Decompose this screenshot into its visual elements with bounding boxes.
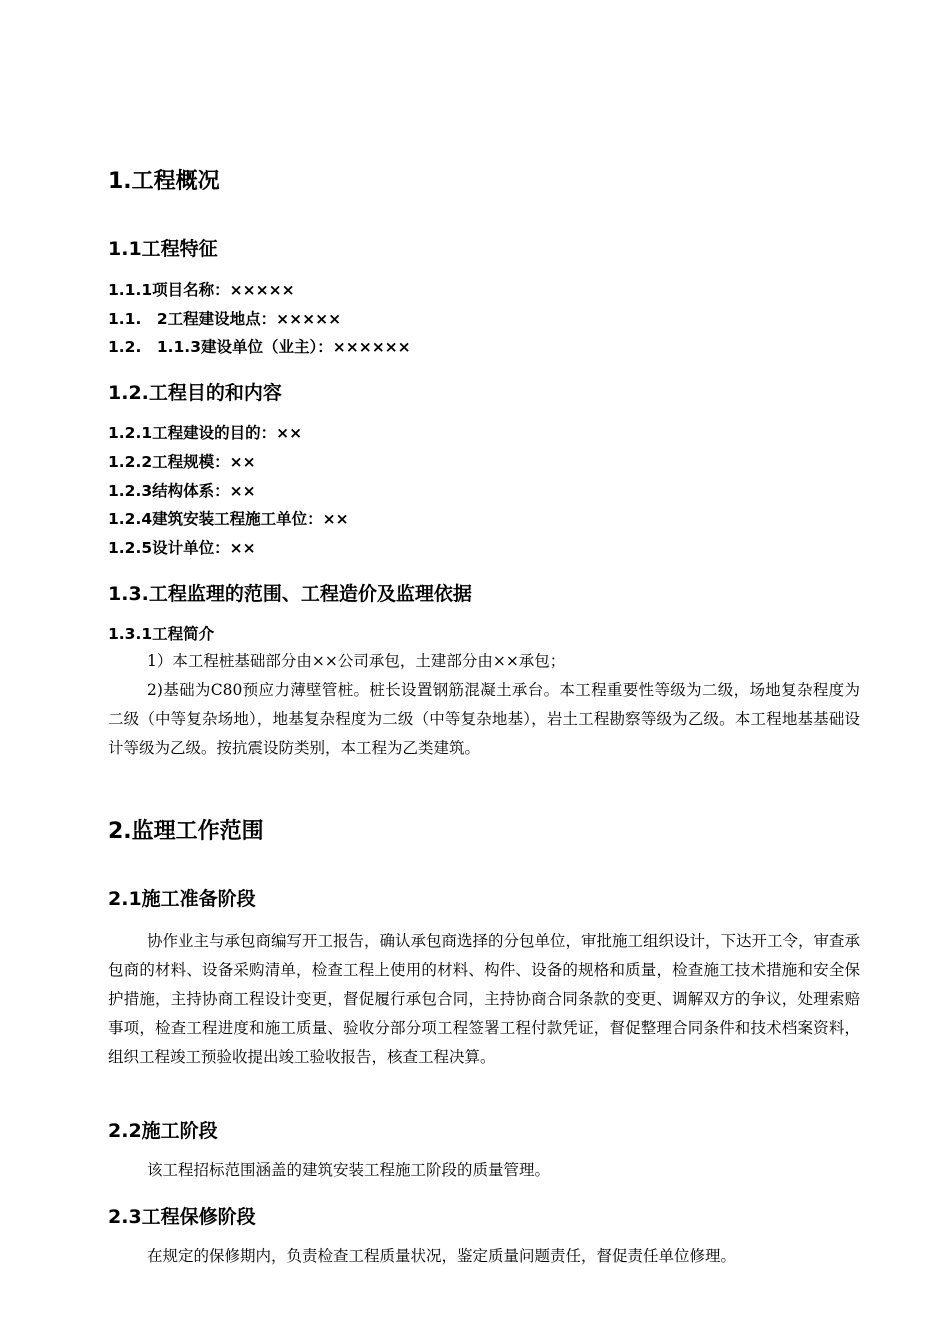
purpose-line: 1.2.1工程建设的目的：×× bbox=[108, 424, 303, 442]
project-name-line: 1.1.1项目名称：××××× bbox=[108, 281, 295, 299]
section-2-1-heading: 2.1施工准备阶段 bbox=[108, 888, 256, 910]
section-1-2-heading: 1.2.工程目的和内容 bbox=[108, 382, 282, 404]
intro-paragraph-1: 1）本工程桩基础部分由××公司承包，土建部分由××承包； bbox=[147, 652, 566, 670]
section-2-2-heading: 2.2施工阶段 bbox=[108, 1120, 218, 1142]
contractor-line: 1.2.4建筑安装工程施工单位：×× bbox=[108, 510, 349, 528]
designer-line: 1.2.5设计单位：×× bbox=[108, 539, 256, 557]
warranty-paragraph: 在规定的保修期内，负责检查工程质量状况，鉴定质量问题责任，督促责任单位修理。 bbox=[147, 1247, 737, 1265]
section-1-1-heading: 1.1工程特征 bbox=[108, 238, 218, 260]
project-location-line: 1.1. 2工程建设地点：××××× bbox=[108, 310, 342, 328]
intro-paragraph-2: 2)基础为C80预应力薄壁管桩。桩长设置钢筋混凝土承台。本工程重要性等级为二级，场地复杂程度为二级（中等复杂场地），地基复杂程度为二级（中等复杂地基），岩土工程勘察等级为乙级。本工程地基基础设计等级为乙级。按抗震设防类别，本工程为乙类建筑。 bbox=[108, 681, 860, 757]
section-2-3-heading: 2.3工程保修阶段 bbox=[108, 1206, 256, 1228]
construction-paragraph: 该工程招标范围涵盖的建筑安装工程施工阶段的质量管理。 bbox=[147, 1161, 551, 1179]
section-1-3-1-heading: 1.3.1工程简介 bbox=[108, 625, 215, 643]
section-1-heading: 1.工程概况 bbox=[108, 169, 220, 194]
preparation-paragraph: 协作业主与承包商编写开工报告，确认承包商选择的分包单位，审批施工组织设计，下达开工令，审查承包商的材料、设备采购清单，检查工程上使用的材料、构件、设备的规格和质量，检查施工技术措施和安全保护措施，主持协商工程设计变更，督促履行承包合同，主持协商合同条款的变更、调解双方的争议，处理索赔事项，检查工程进度和施工质量、验收分部分项工程签署工程付款凭证，督促整理合同条件和技术档案资料，组织工程竣工预验收提出竣工验收报告，核查工程决算。 bbox=[108, 932, 861, 1066]
section-1-3-heading: 1.3.工程监理的范围、工程造价及监理依据 bbox=[108, 583, 472, 605]
structure-line: 1.2.3结构体系：×× bbox=[108, 482, 256, 500]
owner-line: 1.2. 1.1.3建设单位（业主）：×××××× bbox=[108, 338, 411, 356]
section-2-heading: 2.监理工作范围 bbox=[108, 819, 264, 844]
scale-line: 1.2.2工程规模：×× bbox=[108, 453, 256, 471]
